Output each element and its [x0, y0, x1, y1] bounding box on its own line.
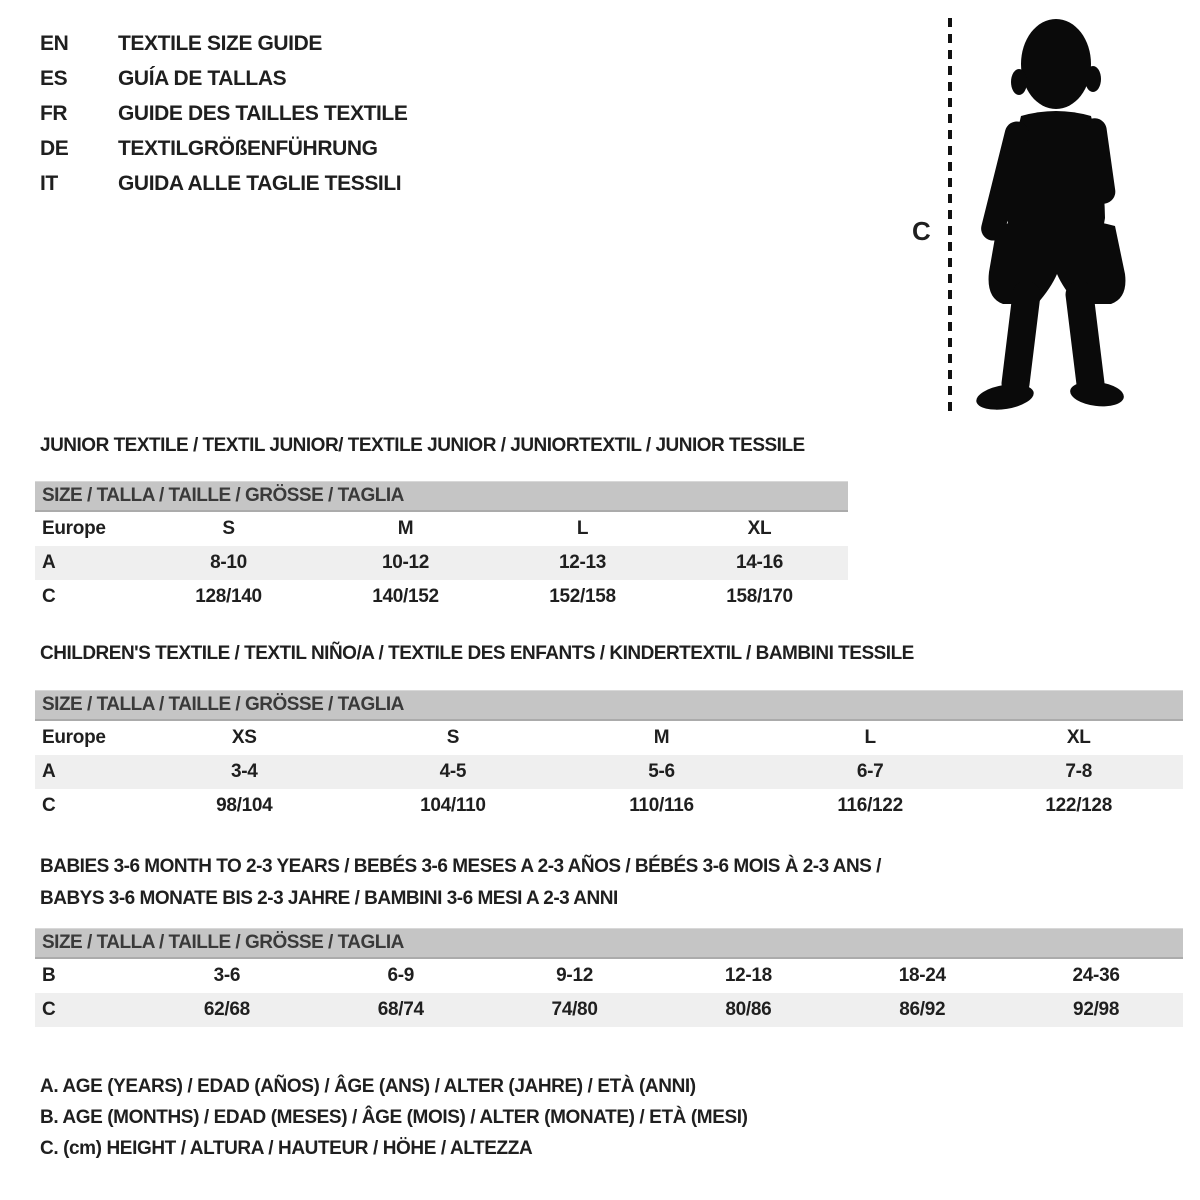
value-cell: 122/128: [1045, 795, 1112, 816]
row-label: A: [42, 761, 56, 782]
language-row-es: [40, 61, 407, 96]
size-cell: M: [653, 727, 670, 748]
value-cell: 3-6: [213, 965, 241, 986]
value-cell: 24-36: [1072, 965, 1120, 986]
guide-title-de: TEXTILGRÖßENFÜHRUNG: [118, 137, 378, 160]
legend-line-a: A. AGE (YEARS) / EDAD (AÑOS) / ÂGE (ANS) / ALTER (JAHRE) / ETÀ (ANNI): [40, 1076, 696, 1097]
language-row-it: [40, 166, 407, 201]
value-cell: 12-13: [558, 552, 607, 573]
height-measure-dashed-line: [948, 18, 952, 416]
language-code: FR: [40, 102, 68, 125]
row-label: A: [42, 552, 56, 573]
value-cell: 80/86: [725, 999, 772, 1020]
value-cell: 4-5: [439, 761, 467, 782]
size-cell: L: [864, 727, 876, 748]
value-cell: 92/98: [1073, 999, 1120, 1020]
legend-line-b: B. AGE (MONTHS) / EDAD (MESES) / ÂGE (MOIS) / ALTER (MONATE) / ETÀ (MESI): [40, 1107, 748, 1128]
value-cell: 116/122: [837, 795, 903, 816]
children-size-table: [35, 690, 1183, 823]
language-row-fr: [40, 96, 407, 131]
junior-height-row: [35, 580, 848, 614]
babies-months-row: [35, 959, 1183, 993]
language-title-list: [40, 26, 407, 201]
size-cell: S: [222, 518, 235, 539]
value-cell: 9-12: [556, 965, 593, 986]
value-cell: 158/170: [726, 586, 793, 607]
value-cell: 62/68: [203, 999, 250, 1020]
value-cell: 152/158: [549, 586, 616, 607]
size-cell: M: [397, 518, 414, 539]
value-cell: 3-4: [231, 761, 258, 782]
babies-section-heading: [40, 851, 881, 915]
size-cell: S: [446, 727, 460, 748]
value-cell: 86/92: [899, 999, 946, 1020]
language-row-en: [40, 26, 407, 61]
measurement-legend: [40, 1071, 748, 1164]
baby-silhouette-icon: [963, 16, 1141, 416]
babies-heading-line1: BABIES 3-6 MONTH TO 2-3 YEARS / BEBÉS 3-6 MESES A 2-3 AÑOS / BÉBÉS 3-6 MOIS À 2-3 ANS /: [40, 856, 881, 877]
value-cell: 98/104: [216, 795, 273, 816]
junior-size-table: [35, 481, 848, 614]
language-code: EN: [40, 32, 69, 55]
babies-size-header-bar: SIZE / TALLA / TAILLE / GRÖSSE / TAGLIA: [35, 928, 1183, 959]
size-cell: XL: [747, 518, 772, 539]
value-cell: 6-9: [387, 965, 415, 986]
height-measure-label: C: [912, 216, 931, 246]
value-cell: 7-8: [1065, 761, 1092, 782]
row-label: C: [42, 586, 56, 607]
region-label: Europe: [42, 727, 106, 748]
value-cell: 8-10: [210, 552, 247, 573]
language-code: ES: [40, 67, 68, 90]
value-cell: 10-12: [381, 552, 430, 573]
value-cell: 110/116: [629, 795, 694, 816]
babies-height-row: [35, 993, 1183, 1027]
size-cell: XS: [231, 727, 257, 748]
row-label: C: [42, 795, 56, 816]
guide-title-fr: GUIDE DES TAILLES TEXTILE: [118, 102, 408, 125]
children-age-row: [35, 755, 1183, 789]
children-section-heading: CHILDREN'S TEXTILE / TEXTIL NIÑO/A / TEXTILE DES ENFANTS / KINDERTEXTIL / BAMBINI TESSILE: [40, 643, 914, 664]
row-label: B: [42, 965, 56, 986]
row-label: C: [42, 999, 56, 1020]
value-cell: 12-18: [724, 965, 772, 986]
guide-title-en: TEXTILE SIZE GUIDE: [118, 32, 322, 55]
babies-size-table: [35, 928, 1183, 1027]
value-cell: 104/110: [420, 795, 486, 816]
junior-size-header-bar: SIZE / TALLA / TAILLE / GRÖSSE / TAGLIA: [35, 481, 848, 512]
children-size-header-bar: SIZE / TALLA / TAILLE / GRÖSSE / TAGLIA: [35, 690, 1183, 721]
value-cell: 14-16: [735, 552, 784, 573]
language-row-de: [40, 131, 407, 166]
value-cell: 5-6: [648, 761, 675, 782]
junior-sizes-row: [35, 512, 848, 546]
legend-line-c: C. (cm) HEIGHT / ALTURA / HAUTEUR / HÖHE / ALTEZZA: [40, 1138, 533, 1159]
language-code: DE: [40, 137, 69, 160]
value-cell: 6-7: [856, 761, 884, 782]
value-cell: 128/140: [195, 586, 262, 607]
children-sizes-row: [35, 721, 1183, 755]
language-code: IT: [40, 172, 58, 195]
size-cell: L: [576, 518, 589, 539]
junior-section-heading: JUNIOR TEXTILE / TEXTIL JUNIOR/ TEXTILE JUNIOR / JUNIORTEXTIL / JUNIOR TESSILE: [40, 435, 805, 456]
babies-heading-line2: BABYS 3-6 MONATE BIS 2-3 JAHRE / BAMBINI 3-6 MESI A 2-3 ANNI: [40, 888, 618, 909]
region-label: Europe: [42, 518, 106, 539]
children-height-row: [35, 789, 1183, 823]
value-cell: 74/80: [551, 999, 598, 1020]
size-cell: XL: [1066, 727, 1091, 748]
value-cell: 18-24: [898, 965, 946, 986]
junior-age-row: [35, 546, 848, 580]
value-cell: 140/152: [372, 586, 439, 607]
guide-title-it: GUIDA ALLE TAGLIE TESSILI: [118, 172, 402, 195]
value-cell: 68/74: [377, 999, 424, 1020]
guide-title-es: GUÍA DE TALLAS: [118, 67, 287, 90]
